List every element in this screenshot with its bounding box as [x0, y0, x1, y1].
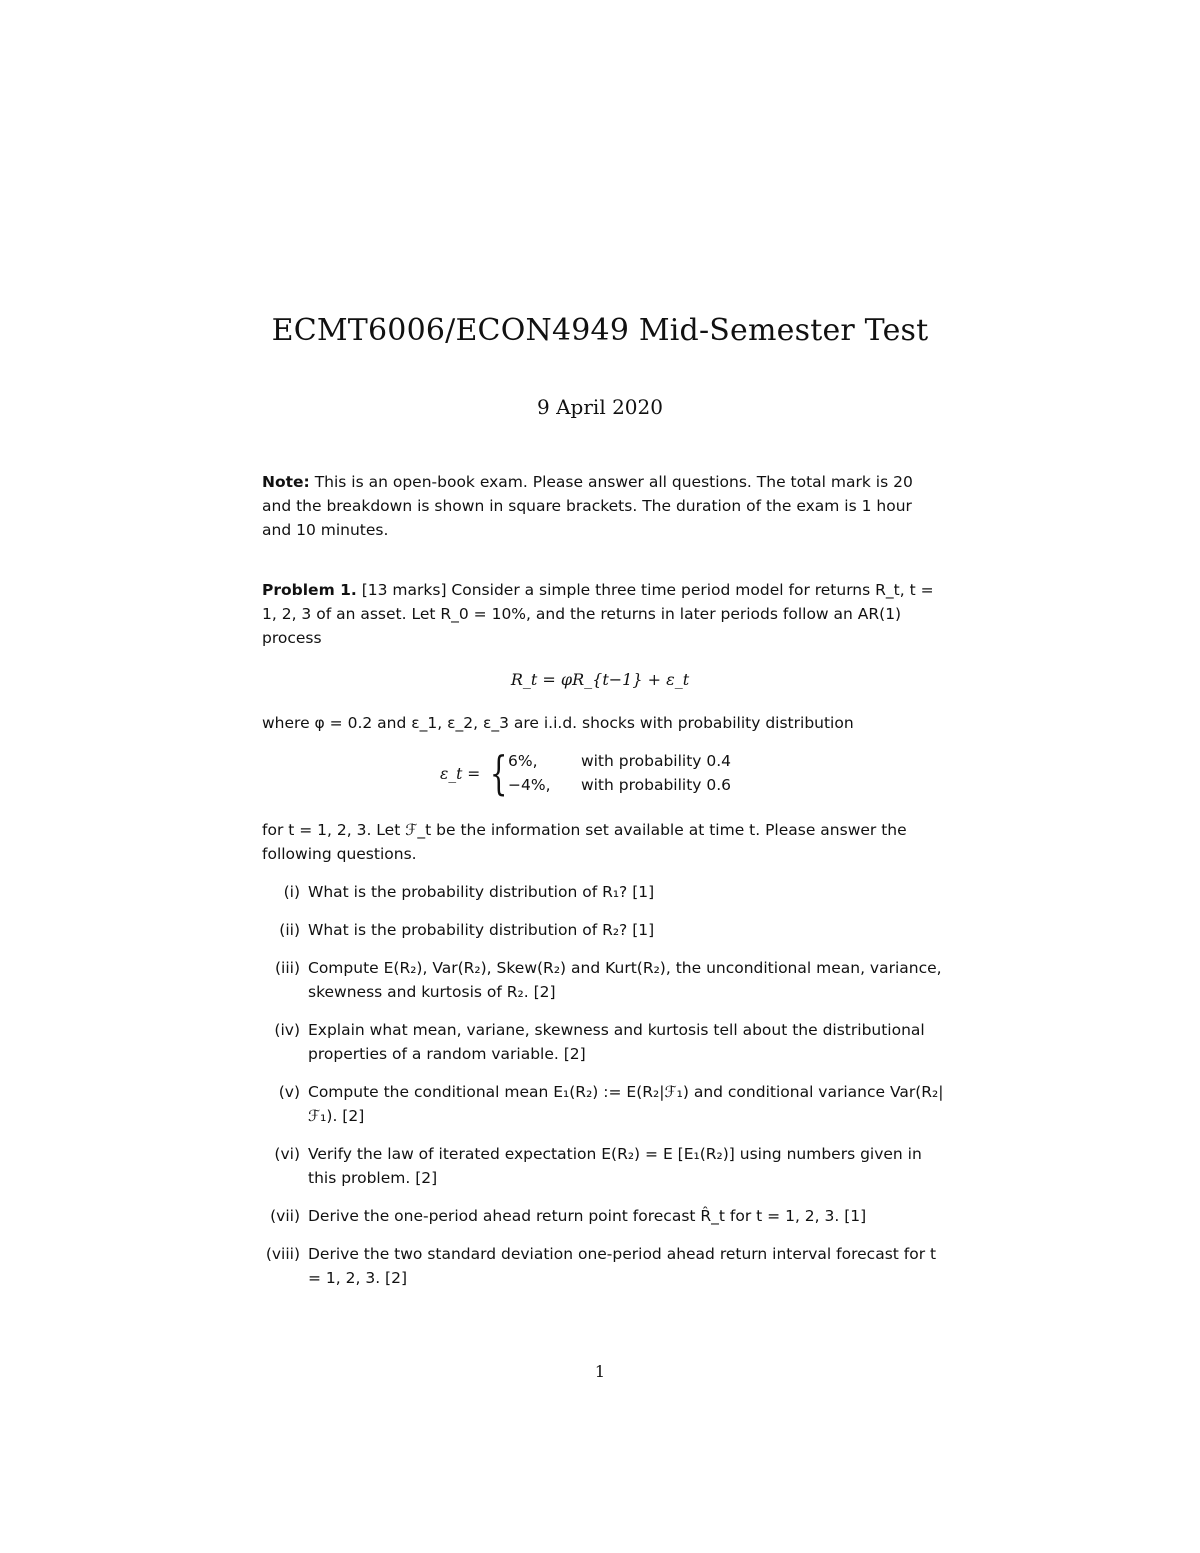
case-value: 6%, [508, 752, 538, 770]
shock-distribution [440, 746, 800, 802]
page-number: 1 [594, 1362, 606, 1381]
question-number: (i) [283, 883, 300, 901]
list-item [250, 918, 950, 942]
cases-lhs: ε_t = [440, 765, 481, 783]
question-text: What is the probability distribution of R₁? [1] [308, 883, 655, 901]
case-row [508, 752, 731, 770]
case-value: −4%, [508, 776, 551, 794]
question-text: Explain what mean, variane, skewness and kurtosis tell about the distributional properties of a random variable. [2] [308, 1021, 925, 1063]
question-number: (v) [278, 1083, 300, 1101]
case-desc: with probability 0.4 [580, 752, 732, 770]
question-list [250, 880, 950, 1304]
list-item [250, 880, 950, 904]
list-item [250, 1018, 950, 1066]
page-title: ECMT6006/ECON4949 Mid-Semester Test [271, 313, 929, 348]
problem-label: Problem 1. [262, 581, 357, 599]
question-number: (iv) [274, 1021, 300, 1039]
question-number: (ii) [279, 921, 300, 939]
list-item [250, 1204, 950, 1228]
question-text: Compute E(R₂), Var(R₂), Skew(R₂) and Kurt(R₂), the unconditional mean, variance, skewness and kurtosis of R₂. [2] [308, 959, 942, 1001]
left-brace-icon: { [489, 746, 508, 800]
list-item [250, 956, 950, 1004]
question-number: (iii) [274, 959, 300, 977]
exam-note [262, 470, 942, 542]
list-item [250, 1080, 950, 1128]
question-text: What is the probability distribution of R₂? [1] [308, 921, 655, 939]
where-clause: where φ = 0.2 and ε_1, ε_2, ε_3 are i.i.d. shocks with probability distribution [262, 714, 854, 732]
question-text: Verify the law of iterated expectation E(R₂) = E [E₁(R₂)] using numbers given in this problem. [2] [308, 1145, 922, 1187]
note-label: Note: [262, 473, 310, 491]
exam-date: 9 April 2020 [537, 395, 663, 419]
case-desc: with probability 0.6 [580, 776, 732, 794]
question-number: (vi) [274, 1145, 300, 1163]
list-item [250, 1142, 950, 1190]
note-text: This is an open-book exam. Please answer all questions. The total mark is 20 and the breakdown is shown in square brackets. The duration of the exam is 1 hour and 10 minutes. [262, 473, 913, 539]
question-number: (viii) [265, 1245, 300, 1263]
list-item [250, 1242, 950, 1290]
question-number: (vii) [270, 1207, 300, 1225]
problem-intro-text: [13 marks] Consider a simple three time period model for returns R_t, t = 1, 2, 3 of an asset. Let R_0 = 10%, and the returns in later periods follow an AR(1) process [262, 581, 934, 647]
question-text: Derive the one-period ahead return point forecast R̂_t for t = 1, 2, 3. [1] [308, 1207, 867, 1225]
information-set-text: for t = 1, 2, 3. Let ℱ_t be the information set available at time t. Please answer the following questions. [262, 821, 907, 863]
question-text: Compute the conditional mean E₁(R₂) := E(R₂|ℱ₁) and conditional variance Var(R₂|ℱ₁). [2] [308, 1083, 944, 1125]
ar1-equation: R_t = φR_{t−1} + ε_t [510, 670, 690, 689]
question-text: Derive the two standard deviation one-period ahead return interval forecast for t = 1, 2, 3. [2] [308, 1245, 937, 1287]
problem-1-intro [262, 578, 942, 650]
case-row [508, 776, 731, 794]
